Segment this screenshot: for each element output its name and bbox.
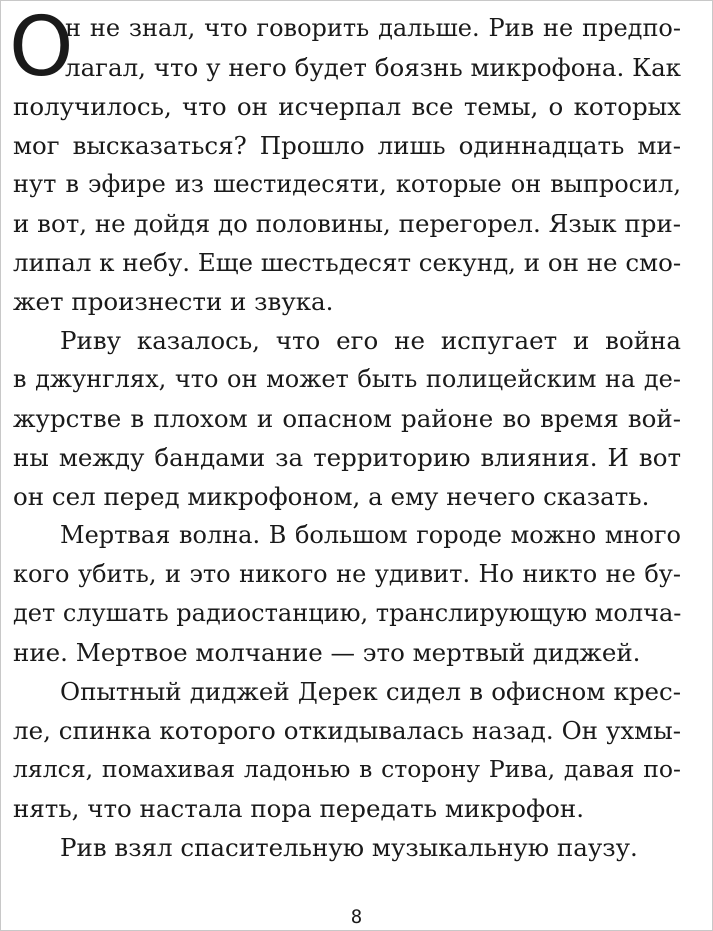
text-line: лагал, что у него будет боязнь микрофона. Как <box>65 53 681 82</box>
paragraph-1 <box>13 9 681 321</box>
paragraph-3 <box>13 516 681 672</box>
text-line: ние. Мертвое молчание — это мертвый диджей. <box>13 638 641 667</box>
text-line: в джунглях, что он может быть полицейским на де- <box>13 365 681 393</box>
text-line: Мертвая волна. В большом городе можно много <box>60 521 681 549</box>
text-line: и вот, не дойдя до половины, перегорел. Язык при- <box>13 209 681 238</box>
text-line: мог высказаться? Прошло лишь одиннадцать ми- <box>13 131 681 160</box>
text-line: жет произнести и звука. <box>13 287 334 316</box>
paragraph-5 <box>13 828 681 867</box>
text-line: Рив взял спасительную музыкальную паузу. <box>60 833 638 862</box>
text-line: ны между бандами за территорию влияния. И вот <box>13 443 681 472</box>
text-body <box>9 0 681 867</box>
text-line: нут в эфире из шестидесяти, которые он выпросил, <box>13 170 681 198</box>
text-line: липал к небу. Еще шестьдесят секунд, и он не смо- <box>13 248 681 277</box>
text-line: лялся, помахивая ладонью в сторону Рива, давая по- <box>13 755 681 783</box>
paragraph-2 <box>13 321 681 516</box>
text-line: нять, что настала пора передать микрофон. <box>13 794 585 823</box>
text-line: получилось, что он исчерпал все темы, о которых <box>13 92 681 121</box>
text-line: Опытный диджей Дерек сидел в офисном крес- <box>60 677 681 706</box>
text-line: Риву казалось, что его не испугает и война <box>60 326 681 355</box>
paragraph-4 <box>13 672 681 828</box>
text-line: кого убить, и это никого не удивит. Но никто не бу- <box>13 560 681 588</box>
text-line: дет слушать радиостанцию, транслирующую молча- <box>13 599 681 627</box>
page-number: 8 <box>350 906 363 928</box>
text-line: он сел перед микрофоном, а ему нечего сказать. <box>13 482 650 511</box>
drop-cap: О <box>9 0 74 95</box>
text-line: н не знал, что говорить дальше. Рив не предпо- <box>65 14 681 42</box>
text-line: ле, спинка которого откидывалась назад. Он ухмы- <box>13 716 681 745</box>
text-line: журстве в плохом и опасном районе во время вой- <box>13 404 681 433</box>
